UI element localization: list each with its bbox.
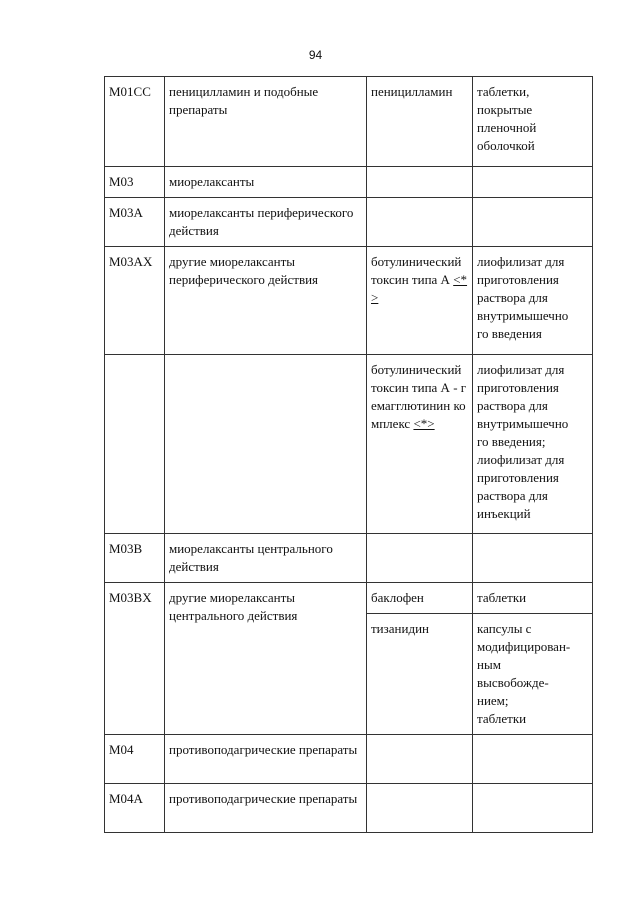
group-name-cell: противоподагрические препараты [165,784,367,833]
table-row [105,167,593,198]
drug-name-cell [367,784,473,833]
drug-name: баклофен [371,590,424,605]
dosage-form-line: ным [477,657,501,672]
dosage-form-line: капсулы с [477,621,532,636]
dosage-form-line: таблетки [477,711,527,726]
dosage-form-line: раствора для [477,488,548,503]
page-number: 94 [308,48,323,62]
drug-name: ботулинический токсин типа А - гемагглютинин комплекс [371,362,467,431]
dosage-form-cell [473,614,593,735]
dosage-form-cell [473,583,593,614]
dosage-form-line: лиофилизат для [477,362,565,377]
table-row [105,77,593,167]
atc-code-cell: M03BX [105,583,165,735]
drug-name-cell [367,167,473,198]
dosage-form-line: лиофилизат для [477,452,565,467]
dosage-form-line: раствора для [477,398,548,413]
drug-name-cell [367,534,473,583]
dosage-form-line: го введения [477,326,542,341]
table-row [105,198,593,247]
dosage-form-line: таблетки [477,590,527,605]
dosage-form-line: инъекций [477,506,531,521]
table-row [105,784,593,833]
dosage-form-line: таблетки, [477,84,530,99]
group-name-cell: пеницилламин и подобные препараты [165,77,367,167]
drug-name-cell [367,735,473,784]
dosage-form-line: оболочкой [477,138,535,153]
atc-code-cell: M01CC [105,77,165,167]
dosage-form-cell [473,198,593,247]
drug-name-cell [367,583,473,614]
table-row [105,355,593,534]
group-name-cell: противоподагрические препараты [165,735,367,784]
dosage-form-line: нием; [477,693,509,708]
dosage-form-cell [473,167,593,198]
dosage-form-line: внутримышечно [477,416,569,431]
dosage-form-line: пленочной [477,120,537,135]
dosage-form-line: внутримышечно [477,308,569,323]
drug-name-cell [367,247,473,355]
dosage-form-line: приготовления [477,380,559,395]
dosage-form-line: приготовления [477,470,559,485]
dosage-form-line: го введения; [477,434,546,449]
group-name-cell: другие миорелаксанты центрального действия [165,583,367,735]
group-name-cell: миорелаксанты периферического действия [165,198,367,247]
atc-code-cell: M03B [105,534,165,583]
table-row [105,534,593,583]
drug-name: тизанидин [371,621,429,636]
drug-name-cell [367,614,473,735]
dosage-form-line: раствора для [477,290,548,305]
atc-code-cell: M03 [105,167,165,198]
table-row [105,583,593,614]
dosage-form-line: приготовления [477,272,559,287]
dosage-form-cell [473,735,593,784]
dosage-form-cell [473,534,593,583]
atc-code-cell: M04A [105,784,165,833]
drug-name-cell [367,198,473,247]
table-row [105,247,593,355]
atc-code-cell: M04 [105,735,165,784]
dosage-form-cell [473,784,593,833]
atc-code-cell: M03A [105,198,165,247]
dosage-form-cell [473,77,593,167]
drug-name-cell [367,355,473,534]
drug-classification-table [104,76,593,833]
dosage-form-line: лиофилизат для [477,254,565,269]
dosage-form-cell [473,355,593,534]
group-name-cell: миорелаксанты [165,167,367,198]
drug-name: ботулинический токсин типа А [371,254,462,287]
table-row [105,735,593,784]
group-name-cell [165,355,367,534]
group-name-cell: другие миорелаксанты периферического действия [165,247,367,355]
drug-name: пеницилламин [371,84,453,99]
dosage-form-line: модифицирован- [477,639,571,654]
group-name-cell: миорелаксанты центрального действия [165,534,367,583]
dosage-form-line: покрытые [477,102,533,117]
dosage-form-line: высвобожде- [477,675,549,690]
footnote-reference[interactable]: <*> [413,416,435,431]
drug-name-cell [367,77,473,167]
footnote-reference[interactable]: <*> [371,272,468,305]
dosage-form-cell [473,247,593,355]
atc-code-cell [105,355,165,534]
atc-code-cell: M03AX [105,247,165,355]
